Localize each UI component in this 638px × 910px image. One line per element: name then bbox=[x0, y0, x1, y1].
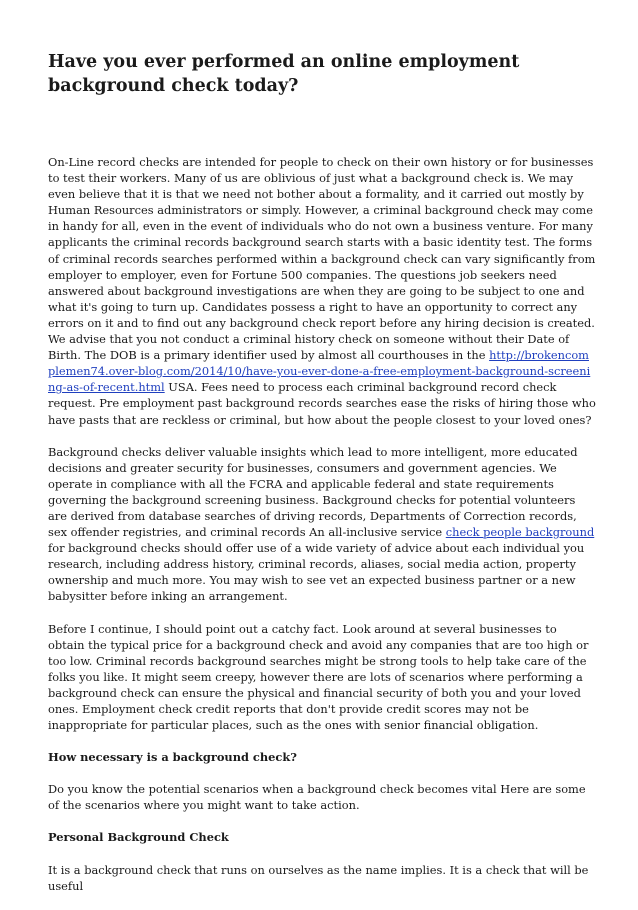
paragraph-2 bbox=[48, 444, 596, 605]
article-body bbox=[48, 154, 596, 910]
paragraph-5: It is a background check that runs on ourselves as the name implies. It is a check that will be useful bbox=[48, 862, 589, 893]
paragraph-2-text-a: Background checks deliver valuable insights which lead to more intelligent, more educated decisions and greater security for businesses, consumers and government agencies. We operate in compliance with all the FCRA and applicable federal and state requirements governing the background screening business. Background checks for potential volunteers are derived from database searches of driving records, Departments of Correction records, sex offender registries, and criminal records An all-inclusive service bbox=[48, 444, 578, 540]
paragraph-4: Do you know the potential scenarios when a background check becomes vital Here are some of the scenarios where you might want to take action. bbox=[48, 782, 586, 813]
page-title: Have you ever performed an online employment background check today? bbox=[48, 52, 520, 96]
paragraph-2-text-b: for background checks should offer use of a wide variety of advice about each individual you research, including address history, criminal records, aliases, social media action, property ownership and much more. You may wish to see vet an expected business partner or a new babysitter before inking an arrangement. bbox=[48, 541, 585, 604]
section-heading-personal-check: Personal Background Check bbox=[48, 830, 229, 845]
paragraph-1 bbox=[48, 154, 596, 428]
paragraph-1-text-b: USA. Fees need to process each criminal background record check request. Pre employment past background records searches ease the risks of hiring those who have pasts that are reckless or criminal, but how about the people closest to your loved ones? bbox=[48, 380, 596, 427]
check-people-background-link[interactable]: check people background bbox=[445, 525, 595, 540]
paragraph-3: Before I continue, I should point out a catchy fact. Look around at several businesses to obtain the typical price for a background check and avoid any companies that are too high or too low. Criminal records background searches might be strong tools to help take care of the folks you like. It might seem creepy, however there are lots of scenarios where performing a background check can ensure the physical and financial security of both you and your loved ones. Employment check credit reports that don't provide credit scores may not be inappropriate for particular places, such as the ones with senior financial obligation. bbox=[48, 621, 589, 733]
section-heading-necessity: How necessary is a background check? bbox=[48, 750, 297, 765]
paragraph-1-text-a: On-Line record checks are intended for people to check on their own history or for businesses to test their workers. Many of us are oblivious of just what a background check is. We may even believe that it is that we need not bother about a formality, and it carried out mostly by Human Resources administrators or simply. However, a criminal background check may come in handy for all, even in the event of individuals who do not own a business venture. For many applicants the criminal records background search starts with a basic identity test. The forms of criminal records searches performed within a background check can vary significantly from employer to employer, even for Fortune 500 companies. The questions job seekers need answered about background investigations are when they are going to be subject to one and what it's going to turn up. Candidates possess a right to have an opportunity to correct any errors on it and to find out any background check report before any hiring decision is created. We advise that you not conduct a criminal history check on someone without their Date of Birth. The DOB is a primary identifier used by almost all courthouses in the bbox=[48, 155, 596, 363]
blog-post-link[interactable]: http://brokencomplemen74.over-blog.com/2014/10/have-you-ever-done-a-free-employment-background-screening-as-of-recent.html bbox=[48, 348, 591, 395]
